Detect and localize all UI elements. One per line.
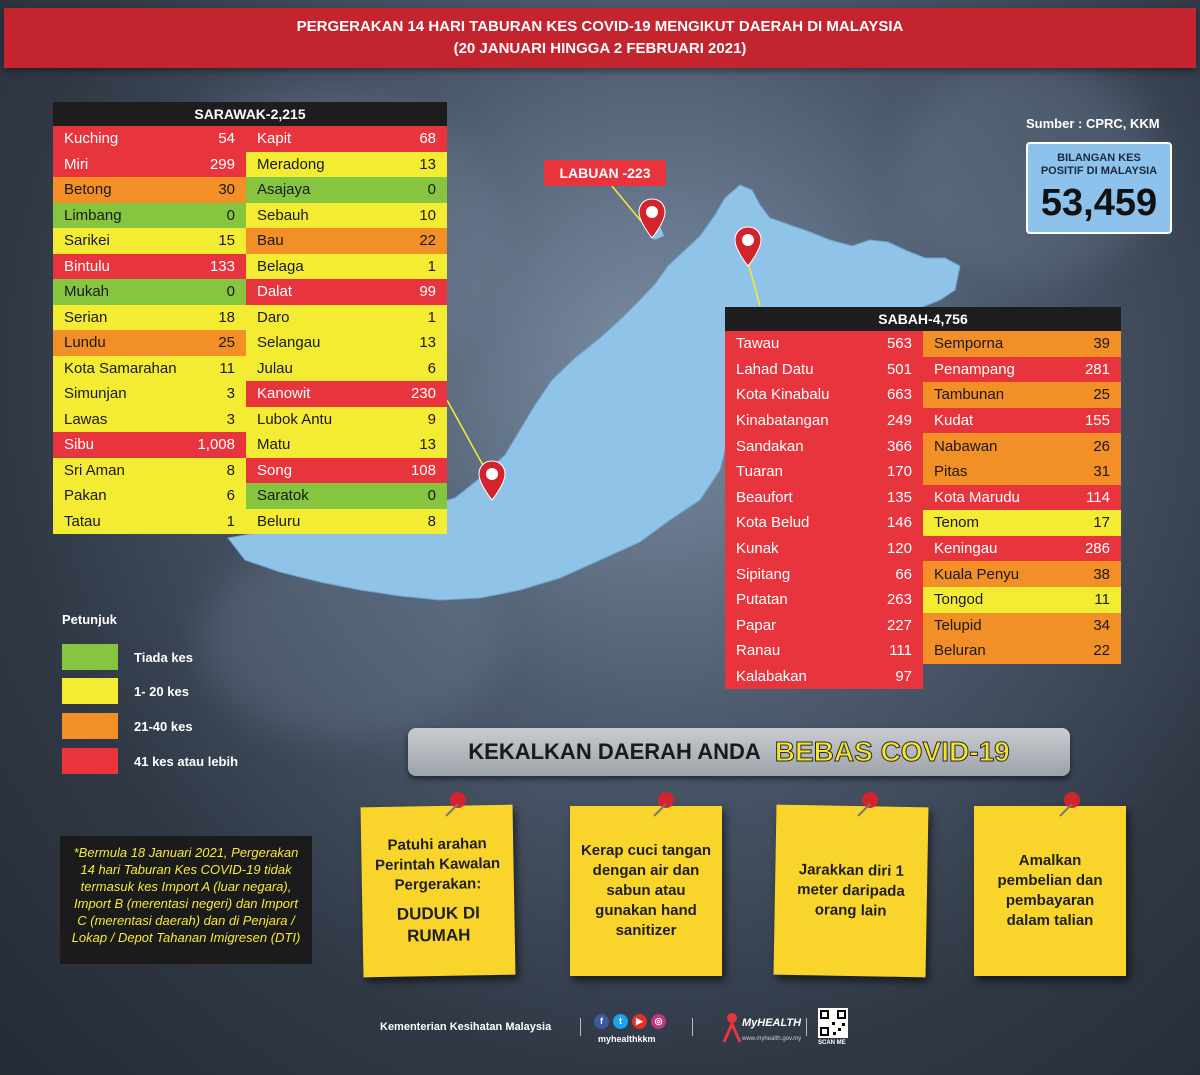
district-name: Beluran (934, 642, 986, 660)
district-row (246, 458, 447, 484)
sabah-title: SABAH-4,756 (725, 307, 1121, 331)
district-name: Serian (64, 308, 108, 326)
district-cases: 230 (410, 385, 436, 403)
district-cases: 3 (226, 410, 235, 428)
district-name: Bau (257, 232, 284, 250)
sarawak-title: SARAWAK-2,215 (53, 102, 447, 126)
district-cases: 170 (886, 463, 912, 481)
district-row (923, 613, 1121, 639)
district-cases: 111 (889, 642, 912, 660)
instagram-icon[interactable]: ◎ (651, 1014, 666, 1029)
labuan-pin-icon (638, 198, 666, 240)
qr-code-icon[interactable] (818, 1008, 848, 1038)
district-cases: 1 (427, 257, 436, 275)
district-cases: 114 (1086, 488, 1110, 506)
district-row (53, 152, 246, 178)
district-cases: 227 (886, 616, 912, 634)
district-name: Beluru (257, 512, 301, 530)
sabah-column-2 (923, 331, 1121, 689)
district-name: Pitas (934, 463, 968, 481)
district-row (725, 536, 923, 562)
district-cases: 15 (218, 232, 235, 250)
district-name: Semporna (934, 335, 1004, 353)
district-row (246, 152, 447, 178)
tip-text: Amalkan pembelian dan pembayaran dalam talian (997, 852, 1103, 929)
district-name: Papar (736, 616, 777, 634)
pushpin-icon (440, 790, 470, 820)
district-cases: 6 (226, 487, 235, 505)
district-row (923, 382, 1121, 408)
district-name: Kota Marudu (934, 488, 1020, 506)
district-name: Song (257, 461, 293, 479)
district-row (246, 228, 447, 254)
district-cases: 663 (886, 386, 912, 404)
district-row (246, 279, 447, 305)
total-cases-box (1026, 142, 1172, 234)
district-name: Saratok (257, 487, 309, 505)
district-row (246, 305, 447, 331)
district-cases: 18 (218, 308, 235, 326)
district-cases: 3 (226, 385, 235, 403)
district-cases: 108 (410, 461, 436, 479)
district-cases: 11 (1094, 591, 1110, 609)
district-row (53, 279, 246, 305)
sarawak-table (53, 102, 447, 534)
slogan-banner (408, 728, 1070, 776)
district-name: Kuala Penyu (934, 565, 1020, 583)
district-row (53, 254, 246, 280)
district-name: Lundu (64, 334, 106, 352)
district-cases: 563 (886, 335, 912, 353)
twitter-icon[interactable]: t (613, 1014, 628, 1029)
district-row (923, 331, 1121, 357)
district-cases: 30 (218, 181, 235, 199)
legend-label: 41 kes atau lebih (134, 753, 239, 769)
sabah-column-1 (725, 331, 923, 689)
district-row (923, 510, 1121, 536)
district-row (246, 432, 447, 458)
tip-text: Kerap cuci tangan dengan air dan sabun atau gunakan hand sanitizer (580, 842, 712, 939)
district-cases: 146 (886, 514, 912, 532)
legend-swatch-yellow (62, 678, 118, 704)
myhealth-logo-icon (720, 1010, 744, 1044)
district-cases: 39 (1093, 335, 1110, 353)
source-text: Sumber : CPRC, KKM (1026, 116, 1160, 131)
district-cases: 0 (226, 206, 235, 224)
district-cases: 9 (427, 410, 436, 428)
district-row (53, 483, 246, 509)
header-subtitle: (20 JANUARI HINGGA 2 FEBRUARI 2021) (453, 40, 747, 57)
district-cases: 281 (1084, 360, 1110, 378)
district-cases: 155 (1084, 412, 1110, 430)
district-cases: 8 (427, 512, 436, 530)
district-name: Sarikei (64, 232, 110, 250)
district-name: Kunak (736, 540, 779, 558)
district-name: Sipitang (736, 565, 791, 583)
district-row (246, 407, 447, 433)
district-name: Belaga (257, 257, 304, 275)
district-cases: 54 (218, 130, 235, 148)
district-cases: 10 (419, 206, 436, 224)
tip-card-wash-hands (570, 806, 722, 976)
district-name: Asajaya (257, 181, 311, 199)
sabah-table (725, 307, 1121, 689)
youtube-icon[interactable]: ▶ (632, 1014, 647, 1029)
tip-emphasis: DUDUK DI RUMAH (396, 903, 481, 946)
labuan-label: LABUAN -223 (544, 160, 666, 186)
district-row (53, 432, 246, 458)
district-cases: 133 (209, 257, 235, 275)
district-name: Matu (257, 436, 291, 454)
district-row (725, 638, 923, 664)
district-name: Beaufort (736, 488, 793, 506)
district-name: Sri Aman (64, 461, 125, 479)
district-cases: 13 (419, 155, 436, 173)
district-cases: 6 (427, 359, 436, 377)
footer-divider (580, 1018, 581, 1036)
slogan-part-2: BEBAS COVID-19 (774, 736, 1010, 767)
district-row (246, 203, 447, 229)
district-row (725, 587, 923, 613)
district-row (53, 203, 246, 229)
district-row (923, 433, 1121, 459)
district-cases: 38 (1093, 565, 1110, 583)
district-name: Putatan (736, 591, 788, 609)
district-row (725, 485, 923, 511)
district-name: Bintulu (64, 257, 110, 275)
district-row (53, 407, 246, 433)
legend-label: 1- 20 kes (134, 683, 189, 699)
district-name: Pakan (64, 487, 107, 505)
district-cases: 13 (419, 334, 436, 352)
district-name: Dalat (257, 283, 293, 301)
district-row (53, 126, 246, 152)
district-name: Daro (257, 308, 290, 326)
district-row (246, 126, 447, 152)
district-cases: 11 (219, 359, 235, 377)
district-cases: 22 (419, 232, 436, 250)
district-cases: 501 (886, 360, 912, 378)
district-name: Kanowit (257, 385, 311, 403)
district-name: Sandakan (736, 437, 804, 455)
district-cases: 17 (1093, 514, 1110, 532)
district-name: Tawau (736, 335, 780, 353)
district-cases: 99 (419, 283, 436, 301)
district-name: Nabawan (934, 437, 998, 455)
footnote: *Bermula 18 Januari 2021, Pergerakan 14 hari Taburan Kes COVID-19 tidak termasuk kes Import A (luar negara), Import B (merentasi negeri) dan Import C (merentasi daerah) dan di Penjara / Lokap / Depot Tahanan Imigresen (DTI) (60, 836, 312, 964)
district-cases: 22 (1093, 642, 1110, 660)
district-cases: 1 (427, 308, 436, 326)
district-cases: 263 (886, 591, 912, 609)
district-row (53, 458, 246, 484)
tip-card-online-payment (974, 806, 1126, 976)
district-row (923, 357, 1121, 383)
district-row (53, 509, 246, 535)
tip-card-stay-home (361, 805, 516, 978)
district-name: Tenom (934, 514, 980, 532)
tip-card-distance (774, 805, 929, 978)
district-name: Tuaran (736, 463, 783, 481)
district-name: Tatau (64, 512, 101, 530)
district-cases: 26 (1093, 437, 1110, 455)
district-row (725, 561, 923, 587)
district-name: Mukah (64, 283, 110, 301)
district-row (725, 331, 923, 357)
district-cases: 34 (1093, 616, 1110, 634)
district-row (725, 664, 923, 690)
slogan-part-1: KEKALKAN DAERAH ANDA (468, 739, 761, 764)
district-cases: 249 (886, 412, 912, 430)
district-row (246, 356, 447, 382)
sarawak-column-2 (246, 126, 447, 534)
social-links (594, 1014, 666, 1029)
district-name: Betong (64, 181, 112, 199)
district-row (53, 228, 246, 254)
district-row (725, 433, 923, 459)
district-row (53, 177, 246, 203)
district-name: Lahad Datu (736, 360, 814, 378)
district-row (53, 305, 246, 331)
district-name: Kota Kinabalu (736, 386, 830, 404)
legend-title: Petunjuk (62, 612, 117, 627)
district-cases: 13 (419, 436, 436, 454)
legend-swatch-red (62, 748, 118, 774)
legend-item-none (62, 644, 193, 670)
district-row (725, 459, 923, 485)
pushpin-icon (1054, 790, 1084, 820)
myhealth-url: www.myhealth.gov.my (742, 1036, 802, 1042)
district-name: Julau (257, 359, 293, 377)
district-cases: 25 (1093, 386, 1110, 404)
district-cases: 1 (226, 512, 235, 530)
district-name: Keningau (934, 540, 998, 558)
district-name: Telupid (934, 616, 982, 634)
district-row (246, 381, 447, 407)
district-row (923, 459, 1121, 485)
tip-text: Patuhi arahan Perintah Kawalan Pergerakan: (374, 835, 501, 894)
district-name: Simunjan (64, 385, 127, 403)
tip-text: Jarakkan diri 1 meter daripada orang lain (797, 861, 905, 920)
district-row (923, 408, 1121, 434)
district-name: Kudat (934, 412, 974, 430)
district-name: Lawas (64, 410, 108, 428)
district-cases: 66 (895, 565, 912, 583)
header-title: PERGERAKAN 14 HARI TABURAN KES COVID-19 MENGIKUT DAERAH DI MALAYSIA (296, 18, 904, 35)
district-name: Tongod (934, 591, 984, 609)
district-name: Meradong (257, 155, 325, 173)
district-cases: 31 (1093, 463, 1110, 481)
district-row (923, 485, 1121, 511)
legend-item-high (62, 748, 238, 774)
legend-label: 21-40 kes (134, 718, 193, 734)
district-cases: 97 (895, 668, 912, 686)
myhealth-logo-text: MyHEALTH (742, 1017, 802, 1029)
district-name: Sibu (64, 436, 95, 454)
district-row (246, 177, 447, 203)
district-row (923, 536, 1121, 562)
district-cases: 0 (226, 283, 235, 301)
district-name: Penampang (934, 360, 1015, 378)
legend-label: Tiada kes (134, 649, 194, 665)
district-cases: 299 (209, 155, 235, 173)
district-name: Kalabakan (736, 668, 807, 686)
district-row (246, 330, 447, 356)
pushpin-icon (648, 790, 678, 820)
sarawak-column-1 (53, 126, 246, 534)
page-header (4, 8, 1196, 68)
district-row (923, 638, 1121, 664)
district-name: Ranau (736, 642, 781, 660)
sarawak-pin-icon (478, 460, 506, 502)
district-row (923, 561, 1121, 587)
district-cases: 135 (886, 488, 912, 506)
district-row (246, 483, 447, 509)
district-row (725, 357, 923, 383)
district-cases: 68 (419, 130, 436, 148)
social-handle: myhealthkkm (598, 1034, 656, 1044)
district-row (246, 254, 447, 280)
district-row (725, 510, 923, 536)
district-name: Kuching (64, 130, 119, 148)
district-name: Kota Belud (736, 514, 810, 532)
facebook-icon[interactable]: f (594, 1014, 609, 1029)
total-cases-label: BILANGAN KES POSITIF DI MALAYSIA (1040, 152, 1158, 177)
district-cases: 120 (886, 540, 912, 558)
district-name: Sebauh (257, 206, 309, 224)
district-name: Kota Samarahan (64, 359, 177, 377)
district-cases: 366 (886, 437, 912, 455)
legend-item-medium (62, 713, 193, 739)
district-row (725, 408, 923, 434)
district-name: Kapit (257, 130, 292, 148)
district-row (923, 587, 1121, 613)
legend-swatch-green (62, 644, 118, 670)
footer-divider (692, 1018, 693, 1036)
district-row (53, 381, 246, 407)
district-cases: 25 (218, 334, 235, 352)
qr-label: SCAN ME (818, 1040, 846, 1046)
district-name: Limbang (64, 206, 122, 224)
district-name: Miri (64, 155, 89, 173)
district-row (725, 613, 923, 639)
footer-divider (806, 1018, 807, 1036)
legend-item-low (62, 678, 189, 704)
district-cases: 0 (427, 487, 436, 505)
ministry-name: Kementerian Kesihatan Malaysia (380, 1021, 552, 1033)
district-row (246, 509, 447, 535)
legend-swatch-orange (62, 713, 118, 739)
district-row (53, 356, 246, 382)
district-name: Lubok Antu (257, 410, 333, 428)
district-name: Kinabatangan (736, 412, 829, 430)
district-cases: 1,008 (197, 436, 235, 454)
district-name: Tambunan (934, 386, 1005, 404)
district-row (725, 382, 923, 408)
sabah-pin-icon (734, 226, 762, 268)
district-row (53, 330, 246, 356)
pushpin-icon (852, 790, 882, 820)
district-cases: 8 (226, 461, 235, 479)
district-cases: 0 (427, 181, 436, 199)
total-cases-value: 53,459 (1040, 182, 1158, 224)
district-cases: 286 (1084, 540, 1110, 558)
district-name: Selangau (257, 334, 321, 352)
